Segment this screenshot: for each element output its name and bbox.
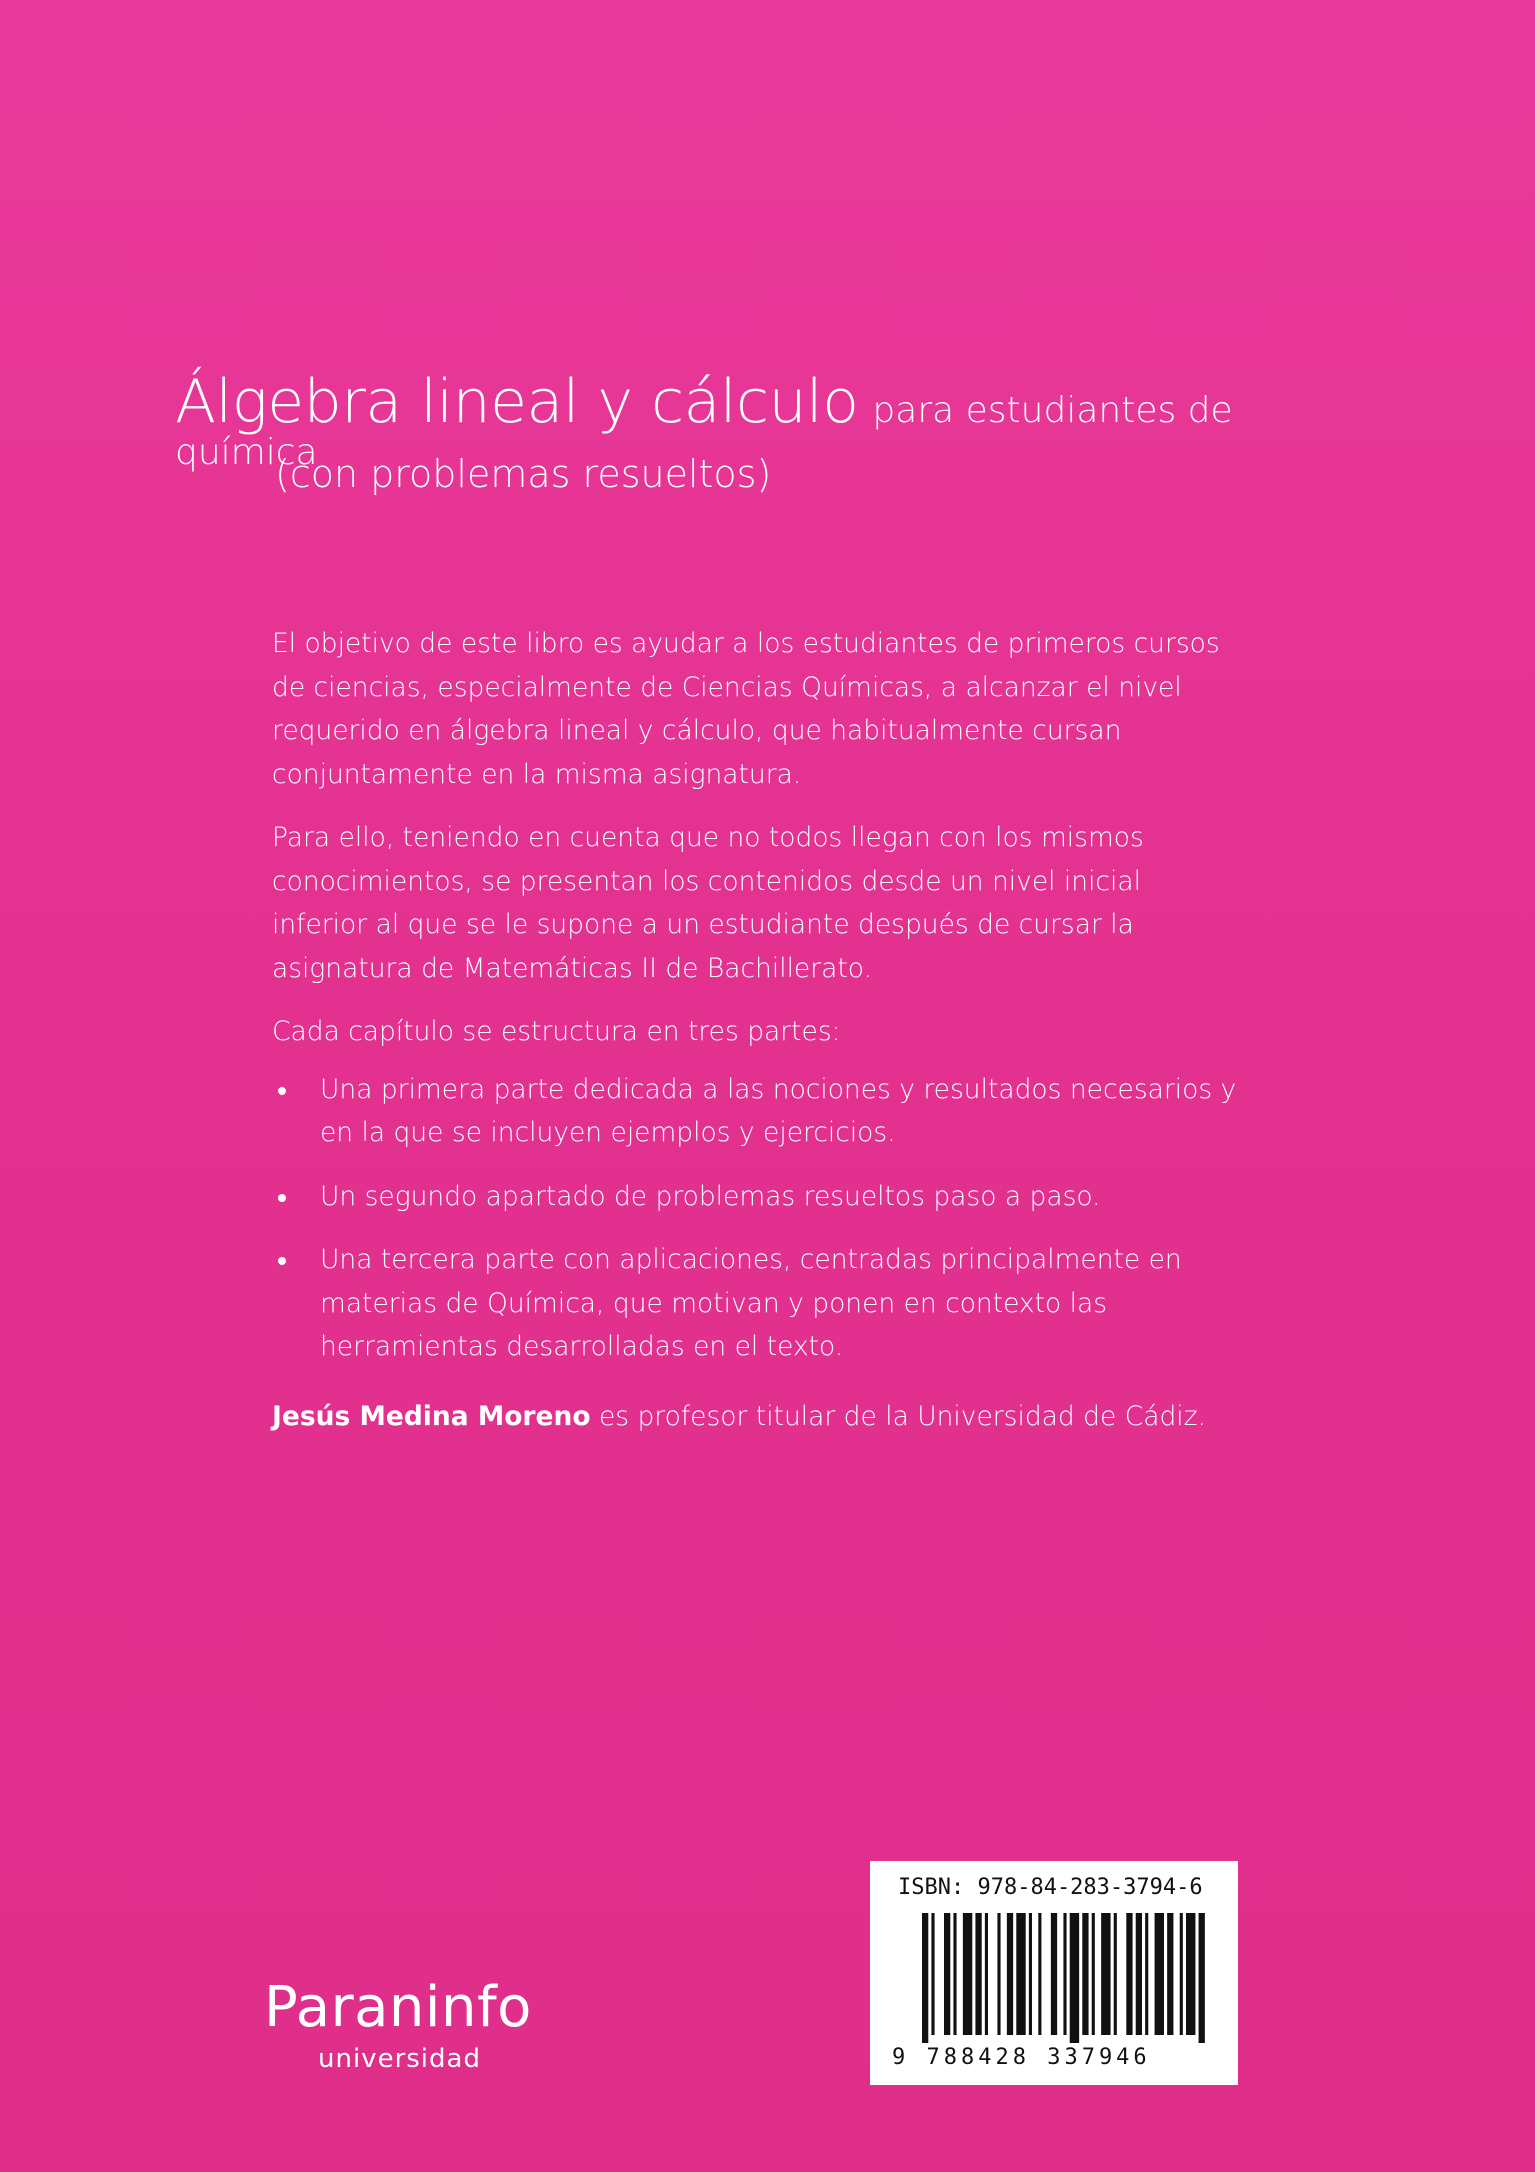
barcode-bar bbox=[1186, 1913, 1195, 2035]
isbn-barcode-box bbox=[870, 1861, 1238, 2085]
barcode-bar bbox=[1199, 1913, 1205, 2043]
list-item-text: Una tercera parte con aplicaciones, centradas principalmente en materias de Química, que motivan y ponen en contexto las herramientas desarrolladas en el texto. bbox=[320, 1244, 1182, 1362]
list-item-text: Un segundo apartado de problemas resueltos paso a paso. bbox=[320, 1180, 1101, 1212]
barcode-bar bbox=[1114, 1913, 1117, 2035]
structure-list bbox=[272, 1068, 1242, 1369]
isbn-label: ISBN: 978-84-283-3794-6 bbox=[898, 1875, 1203, 1900]
barcode-bar bbox=[1016, 1913, 1025, 2035]
barcode-bar bbox=[1082, 1913, 1088, 2035]
barcode-bar bbox=[1101, 1913, 1110, 2035]
list-item bbox=[272, 1238, 1242, 1369]
barcode-bar bbox=[1136, 1913, 1142, 2035]
barcode-bar bbox=[1180, 1913, 1183, 2035]
barcode-bar bbox=[1145, 1913, 1148, 2035]
barcode-bar bbox=[1155, 1913, 1164, 2035]
barcode-bar bbox=[1092, 1913, 1095, 2035]
barcode-bar bbox=[997, 1913, 1000, 2035]
barcode-bar bbox=[1029, 1913, 1032, 2035]
barcode-bar bbox=[985, 1913, 988, 2035]
publisher-imprint: universidad bbox=[318, 2044, 481, 2074]
description bbox=[272, 622, 1242, 1458]
barcode-bar bbox=[1126, 1913, 1132, 2035]
barcode-bar bbox=[1167, 1913, 1173, 2035]
barcode-bar bbox=[931, 1913, 934, 2035]
description-paragraph-3: Cada capítulo se estructura en tres partes: bbox=[272, 1016, 841, 1047]
barcode-bar bbox=[1070, 1913, 1079, 2043]
barcode-digits: 9 788428 337946 bbox=[892, 2045, 1151, 2070]
author-name: Jesús Medina Moreno bbox=[272, 1400, 591, 1432]
bullet-icon bbox=[278, 1257, 286, 1265]
barcode-bar bbox=[953, 1913, 956, 2035]
list-item bbox=[272, 1068, 1242, 1155]
book-title-note: (con problemas resueltos) bbox=[275, 452, 772, 496]
barcode-bar bbox=[1051, 1913, 1057, 2035]
barcode-bar bbox=[963, 1913, 972, 2035]
bullet-icon bbox=[278, 1087, 286, 1095]
list-item-text: Una primera parte dedicada a las nociones y resultados necesarios y en la que se incluyen ejemplos y ejercicios. bbox=[320, 1073, 1237, 1148]
barcode-bar bbox=[975, 1913, 981, 2035]
barcode-bar bbox=[922, 1913, 928, 2043]
bullet-icon bbox=[278, 1194, 286, 1202]
barcode-image bbox=[922, 1913, 1208, 2043]
title-block bbox=[175, 367, 1375, 496]
publisher-name: Paraninfo bbox=[264, 1975, 532, 2040]
author-note bbox=[272, 1395, 1242, 1439]
book-subtitle: para estudiantes de química bbox=[175, 390, 1233, 473]
barcode-bar bbox=[1063, 1913, 1066, 2035]
publisher-logo bbox=[264, 1975, 532, 2074]
barcode-bar bbox=[944, 1913, 950, 2035]
description-paragraph-2: Para ello, teniendo en cuenta que no todos llegan con los mismos conocimientos, se presentan los contenidos desde un nivel inicial inferior al que se le supone a un estudiante después de cursar la asignatura de Matemáticas II de Bachillerato. bbox=[272, 822, 1144, 984]
list-item bbox=[272, 1175, 1242, 1219]
barcode-bar bbox=[1007, 1913, 1013, 2035]
barcode-bar bbox=[1038, 1913, 1041, 2035]
description-paragraph-1: El objetivo de este libro es ayudar a los estudiantes de primeros cursos de ciencias, especialmente de Ciencias Químicas, a alcanzar el nivel requerido en álgebra lineal y cálculo, que habitualmente cursan conjuntamente en la misma asignatura. bbox=[272, 628, 1220, 790]
author-description: es profesor titular de la Universidad de Cádiz. bbox=[590, 1400, 1206, 1432]
book-title: Álgebra lineal y cálculo bbox=[175, 367, 859, 437]
